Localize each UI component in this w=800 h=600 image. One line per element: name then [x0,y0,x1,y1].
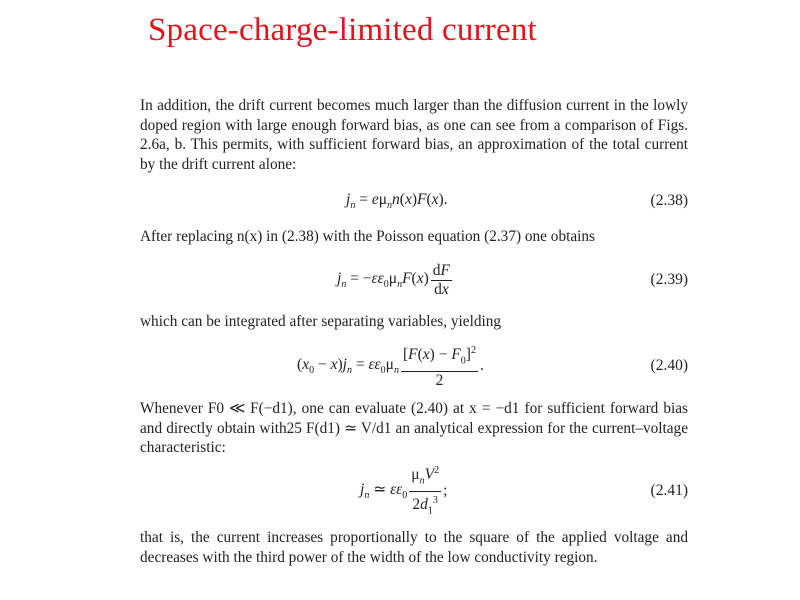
equation-number: (2.41) [650,482,688,499]
paragraph-conclusion: that is, the current increases proportionally to the square of the applied voltage and decreases with the third power of the width of the low conductivity region. [140,529,688,566]
equation-2-41: $j_n$ ≃ $\varepsilon\varepsilon_0$ $\frac{\mu_nV^2}{2d_1^3}$ ; (2.41) [140,471,688,511]
paragraph-intro: In addition, the drift current becomes much larger than the diffusion current in the lowly doped region with large enough forward bias, as one can see from a comparison of Figs. 2.6a, b. This permits, with sufficient forward bias, an approximation of the total current by the drift current alone: [140,97,688,173]
paragraph-whenever: Whenever F0 ≪ F(−d1), one can evaluate (2.40) at x = −d1 for sufficient forward bias and directly obtain with25 F(d1) ≃ V/d1 an analytical expression for the current–voltage characteristic: [140,400,688,456]
equation-2-39: $j_n = -\varepsilon\varepsilon_0\mu_nF(x)$ $\frac{dF}{dx}$ (2.39) [140,260,688,300]
equation-number: (2.39) [650,271,688,288]
equation-number: (2.40) [650,357,688,374]
slide-title: Space-charge-limited current [148,12,537,48]
paragraph-integrated: which can be integrated after separating variables, yielding [140,313,502,330]
equation-2-38: $j_n = e\mu_nn(x)F(x)$. (2.38) [140,181,688,221]
equation-2-40: $(x_0 - x)j_n = \varepsilon\varepsilon_0\mu_n$ $\frac{[F(x) - F_0]^2}{2}$ . (2.40) [140,346,688,386]
paragraph-replacing: After replacing n(x) in (2.38) with the Poisson equation (2.37) one obtains [140,228,595,245]
equation-number: (2.38) [650,192,688,209]
